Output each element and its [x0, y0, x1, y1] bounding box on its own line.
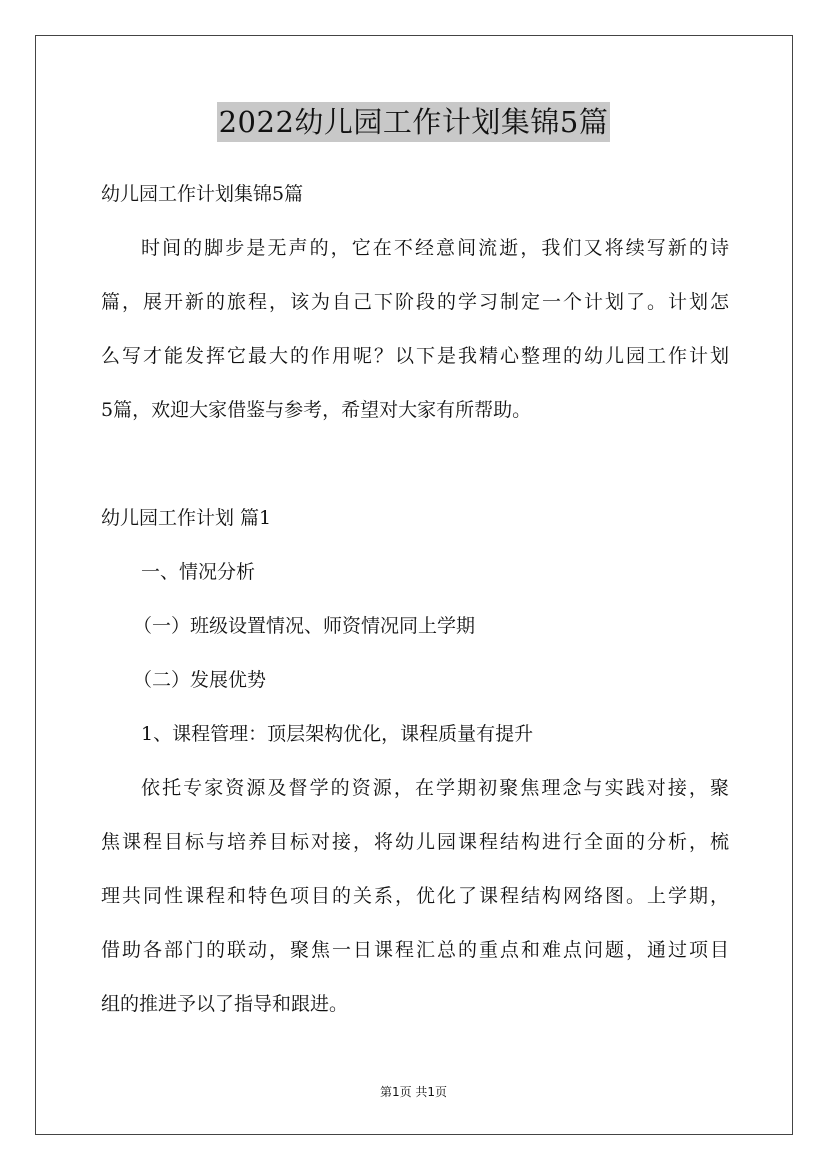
body-line-2: 焦课程目标与培养目标对接，将幼儿园课程结构进行全面的分析，梳 [101, 831, 729, 853]
title-container [0, 102, 827, 142]
section-heading: 幼儿园工作计划 篇1 [101, 507, 272, 529]
item-curriculum-management: 1、课程管理：顶层架构优化，课程质量有提升 [141, 723, 534, 745]
intro-line-2: 篇，展开新的旅程，该为自己下阶段的学习制定一个计划了。计划怎 [101, 291, 729, 313]
document-subtitle: 幼儿园工作计划集锦5篇 [101, 183, 304, 205]
intro-line-3: 么写才能发挥它最大的作用呢？以下是我精心整理的幼儿园工作计划 [101, 345, 729, 367]
intro-line-4: 5篇，欢迎大家借鉴与参考，希望对大家有所帮助。 [101, 399, 532, 421]
body-line-1: 依托专家资源及督学的资源，在学期初聚焦理念与实践对接，聚 [141, 777, 729, 799]
body-line-4: 借助各部门的联动，聚焦一日课程汇总的重点和难点问题，通过项目 [101, 939, 729, 961]
body-line-3: 理共同性课程和特色项目的关系，优化了课程结构网络图。上学期， [101, 885, 729, 907]
page-footer: 第1页 共1页 [379, 1085, 448, 1099]
body-line-5: 组的推进予以了指导和跟进。 [101, 993, 349, 1015]
heading-advantages: （二）发展优势 [133, 669, 267, 691]
intro-line-1: 时间的脚步是无声的，它在不经意间流逝，我们又将续写新的诗 [141, 237, 729, 259]
document-title: 2022幼儿园工作计划集锦5篇 [217, 102, 611, 142]
heading-situation-analysis: 一、情况分析 [141, 561, 256, 583]
heading-class-setup: （一）班级设置情况、师资情况同上学期 [133, 615, 476, 637]
